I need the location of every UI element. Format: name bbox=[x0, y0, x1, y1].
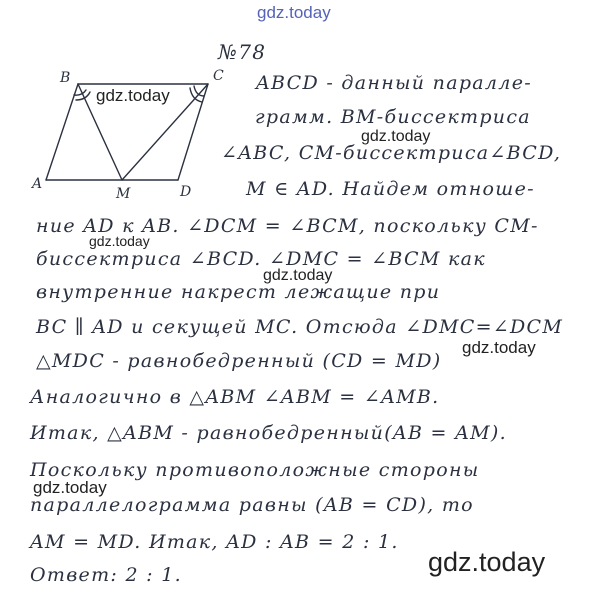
watermark: gdz.today bbox=[89, 233, 150, 249]
watermark: gdz.today bbox=[361, 128, 431, 145]
solution-line: BC ∥ AD и секущей MC. Отсюда ∠DMC=∠DCM bbox=[36, 316, 564, 338]
solution-line: △MDC - равнобедренный (CD = MD) bbox=[36, 350, 442, 372]
solution-line: Итак, △ABM - равнобедренный(AB = AM). bbox=[30, 422, 507, 444]
watermark: gdz.today bbox=[33, 478, 107, 497]
answer-line: Ответ: 2 : 1. bbox=[30, 564, 182, 586]
watermark-top: gdz.today bbox=[257, 3, 331, 22]
vertex-label-m: M bbox=[116, 186, 131, 202]
problem-number: №78 bbox=[218, 40, 267, 64]
watermark-large: gdz.today bbox=[428, 547, 546, 577]
solution-line: грамм. BM-биссектриса bbox=[255, 106, 531, 128]
watermark: gdz.today bbox=[96, 86, 170, 105]
solution-line: Аналогично в △ABM ∠ABM = ∠AMB. bbox=[30, 386, 440, 408]
vertex-label-b: B bbox=[60, 70, 71, 86]
solution-line: ∠ABC, CM-биссектриса∠BCD, bbox=[221, 142, 562, 164]
solution-line: ABCD - данный паралле- bbox=[256, 72, 532, 94]
solution-line: ние AD к AB. ∠DCM = ∠BCM, поскольку CM- bbox=[36, 215, 539, 237]
solution-line: биссектриса ∠BCD. ∠DMC = ∠BCM как bbox=[36, 248, 486, 270]
solution-line: M ∈ AD. Найдем отноше- bbox=[246, 178, 535, 200]
vertex-label-c: C bbox=[213, 68, 224, 84]
solution-line: Поскольку противоположные стороны bbox=[30, 459, 480, 481]
vertex-label-a: A bbox=[32, 176, 43, 192]
side-ab bbox=[46, 84, 78, 180]
watermark: gdz.today bbox=[462, 338, 536, 357]
vertex-label-d: D bbox=[180, 184, 192, 200]
watermark: gdz.today bbox=[263, 267, 333, 284]
solution-line: AM = MD. Итак, AD : AB = 2 : 1. bbox=[30, 531, 399, 553]
parallelogram-figure bbox=[30, 62, 230, 202]
solution-line: параллелограмма равны (AB = CD), то bbox=[30, 494, 474, 516]
side-cd bbox=[178, 84, 208, 180]
solution-line: внутренние накрест лежащие при bbox=[36, 281, 441, 303]
